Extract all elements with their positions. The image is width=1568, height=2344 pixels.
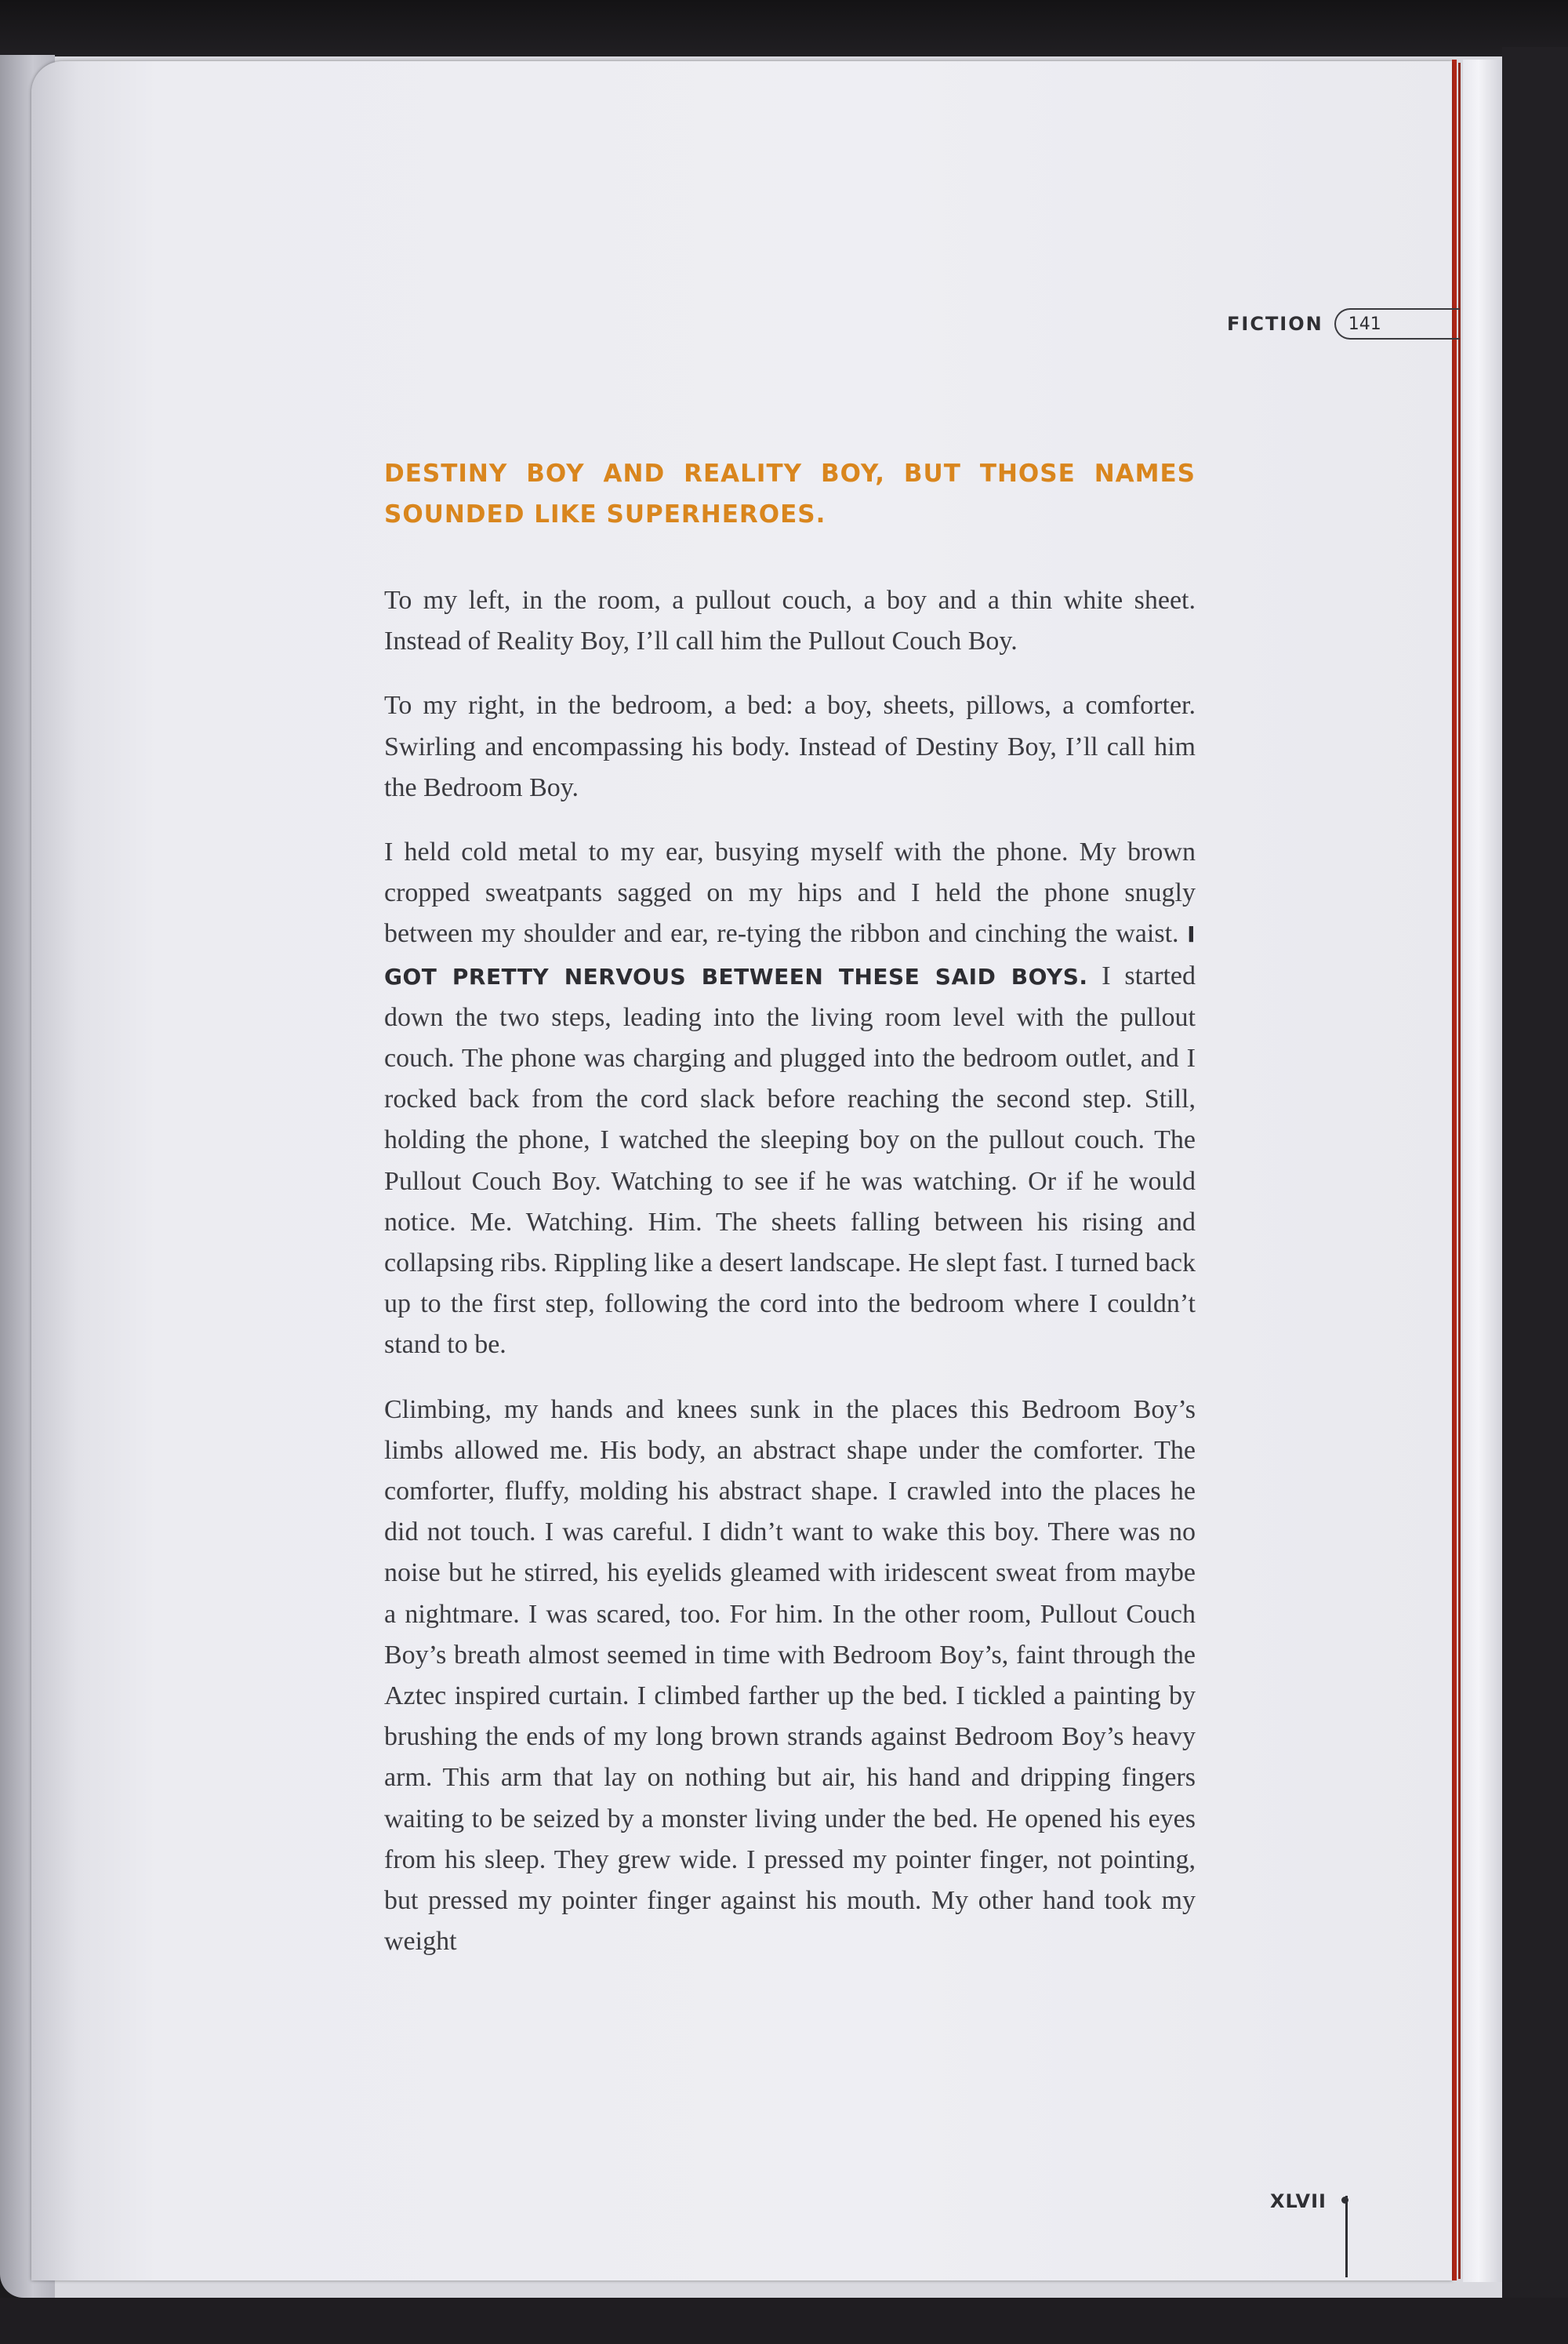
page-stack-edge xyxy=(1463,60,1502,2282)
inline-caps-phrase: I GOT PRETTY NERVOUS BETWEEN THESE SAID BOYS. xyxy=(384,921,1196,990)
background-bottom xyxy=(0,2298,1568,2344)
background-right xyxy=(1502,47,1568,2344)
paragraph xyxy=(384,832,1196,1366)
article-body xyxy=(384,453,1196,1986)
paragraph: To my left, in the room, a pullout couch, a boy and a thin white sheet. Instead of Reality Boy, I’ll call him the Pullout Couch Boy. xyxy=(384,586,1196,656)
pull-quote: DESTINY BOY AND REALITY BOY, BUT THOSE NAMES SOUNDED LIKE SUPERHEROES. xyxy=(384,460,1196,529)
paragraph: Climbing, my hands and knees sunk in the places this Bedroom Boy’s limbs allowed me. His body, an abstract shape under the comforter. The comforter, fluffy, molding his abstract shape. I crawled into the places he did not touch. I was careful. I didn’t want to wake this boy. There was no noise but he stirred, his eyelids gleamed with iridescent sweat from maybe a nightmare. I was scared, too. For him. In the other room, Pullout Couch Boy’s breath almost seemed in time with Bedroom Boy’s, faint through the Aztec inspired curtain. I climbed farther up the bed. I tickled a painting by brushing the ends of my long brown strands against Bedroom Boy’s heavy arm. This arm that lay on nothing but air, his hand and dripping fingers waiting to be seized by a monster living under the bed. He opened his eyes from his sleep. They grew wide. I pressed my pointer finger, not pointing, but pressed my pointer finger against his mouth. My other hand took my weight xyxy=(384,1394,1196,1957)
red-page-edge xyxy=(1452,60,1457,2280)
paragraph: To my right, in the bedroom, a bed: a boy, sheets, pillows, a comforter. Swirling and encompassing his body. Instead of Destiny Boy, I’ll call him the Bedroom Boy. xyxy=(384,691,1196,802)
running-head xyxy=(1227,307,1460,340)
page-number-tab xyxy=(1334,308,1460,340)
folio-rule xyxy=(1345,2196,1348,2277)
paragraph-text: I started down the two steps, leading into the living room level with the pullout couch. The phone was charging and plugged into the bedroom outlet, and I rocked back from the cord slack before reaching the second step. Still, holding the phone, I watched the sleeping boy on the pullout couch. The Pullout Couch Boy. Watching to see if he was watching. Or if he would notice. Me. Watching. Him. The sheets falling between his rising and collapsing ribs. Rippling like a desert landscape. He slept fast. I turned back up to the first step, following the cord into the bedroom where I couldn’t stand to be. xyxy=(384,961,1196,1360)
folio: XLVII xyxy=(1270,2190,1327,2212)
paragraph-text: I held cold metal to my ear, busying myself with the phone. My brown cropped sweatpants sagged on my hips and I held the phone snugly between my shoulder and ear, re-tying the ribbon and cinching the waist. xyxy=(384,838,1196,949)
red-page-edge-inner xyxy=(1458,63,1461,2279)
page-number: 141 xyxy=(1348,314,1381,334)
section-label: FICTION xyxy=(1227,313,1323,335)
